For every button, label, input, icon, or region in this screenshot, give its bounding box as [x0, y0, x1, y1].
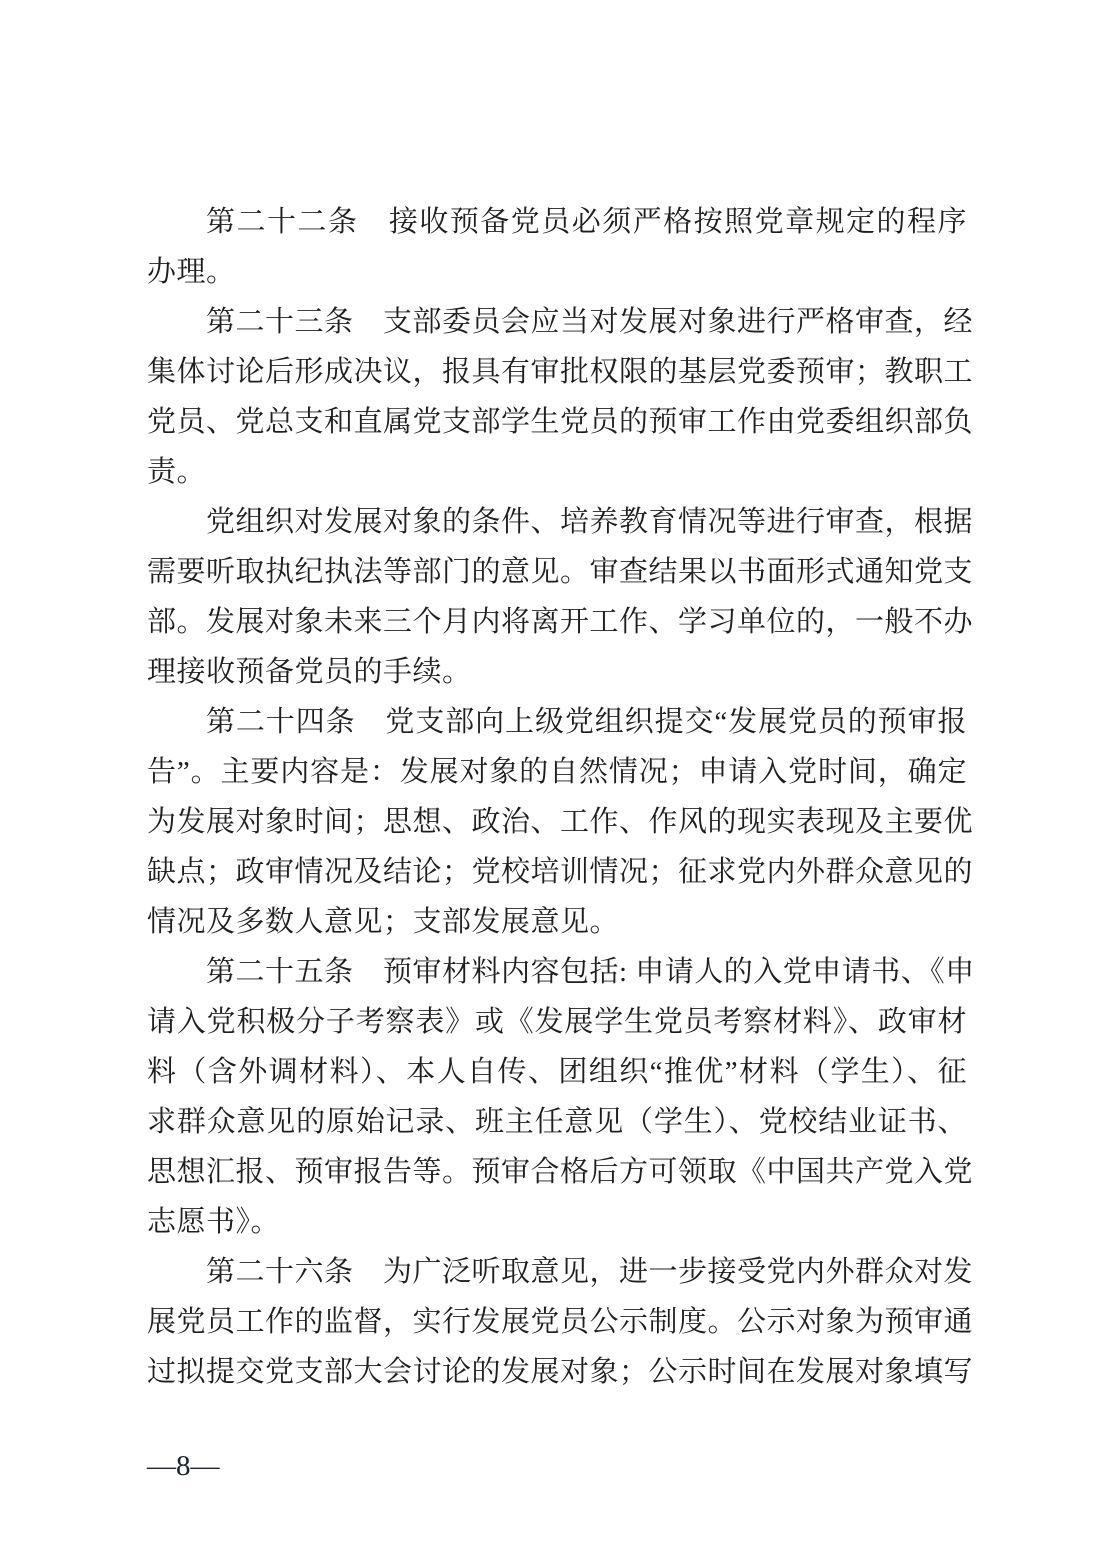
text-line: 料（含外调材料）、本人自传、团组织“推优”材料（学生）、征: [147, 1056, 967, 1088]
text-line: 过拟提交党支部大会讨论的发展对象；公示时间在发展对象填写: [147, 1356, 974, 1388]
text-line: 责。: [147, 456, 207, 488]
text-line: 请入党积极分子考察表》或《发展学生党员考察材料》、政审材: [147, 1006, 967, 1038]
document-body: [147, 197, 975, 1397]
text-line: 思想汇报、预审报告等。预审合格后方可领取《中国共产党入党: [147, 1156, 974, 1188]
text-line: 求群众意见的原始记录、班主任意见（学生）、党校结业证书、: [147, 1106, 967, 1138]
text-line: 第二十三条 支部委员会应当对发展对象进行严格审查，经: [206, 306, 974, 338]
paragraph-article-24: [147, 697, 974, 947]
text-line: 党员、党总支和直属党支部学生党员的预审工作由党委组织部负: [147, 406, 974, 438]
text-line: 需要听取执纪执法等部门的意见。审查结果以书面形式通知党支: [147, 556, 974, 588]
text-line: 情况及多数人意见；支部发展意见。: [147, 906, 620, 938]
paragraph-article-25: [147, 947, 975, 1247]
paragraph-article-23: [147, 297, 974, 497]
text-line: 第二十六条 为广泛听取意见，进一步接受党内外群众对发: [206, 1256, 974, 1288]
text-line: 理接收预备党员的手续。: [147, 656, 472, 688]
text-line: 志愿书》。: [147, 1206, 281, 1238]
text-line: 为发展对象时间；思想、政治、工作、作风的现实表现及主要优: [147, 806, 974, 838]
text-line: 部。发展对象未来三个月内将离开工作、学习单位的，一般不办: [147, 606, 974, 638]
text-line: 党组织对发展对象的条件、培养教育情况等进行审查，根据: [206, 506, 974, 538]
text-line: 展党员工作的监督，实行发展党员公示制度。公示对象为预审通: [147, 1306, 974, 1338]
text-line: 集体讨论后形成决议，报具有审批权限的基层党委预审；教职工: [147, 356, 974, 388]
text-line: 缺点；政审情况及结论；党校培训情况；征求党内外群众意见的: [147, 856, 974, 888]
paragraph-article-23-continuation: [147, 497, 974, 697]
page-number: —8—: [147, 1450, 220, 1482]
text-line: 办理。: [147, 256, 236, 288]
text-line: 第二十二条 接收预备党员必须严格按照党章规定的程序: [206, 206, 967, 238]
paragraph-article-26: [147, 1247, 974, 1397]
text-line: 第二十四条 党支部向上级党组织提交“发展党员的预审报: [206, 706, 967, 738]
text-line: 第二十五条 预审材料内容包括: 申请人的入党申请书、《申: [206, 956, 975, 988]
paragraph-article-22: [147, 197, 967, 297]
text-line: 告”。主要内容是：发展对象的自然情况；申请入党时间，确定: [147, 756, 967, 788]
